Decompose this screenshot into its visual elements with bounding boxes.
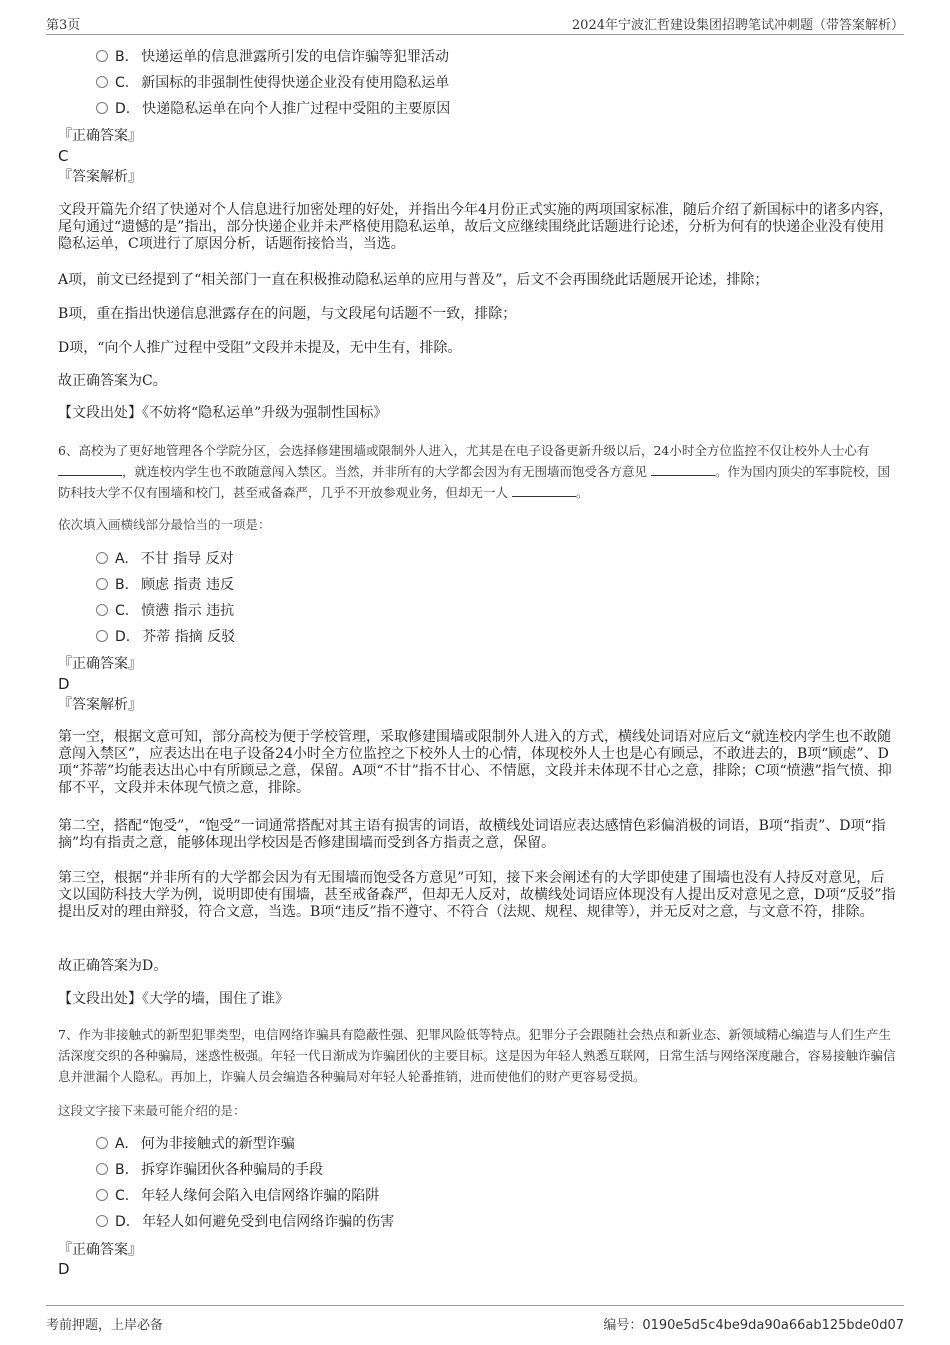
radio-icon[interactable]: [96, 604, 108, 616]
radio-icon[interactable]: [96, 50, 108, 62]
q5-answer-label: 『正确答案』: [58, 128, 142, 144]
q5-analysis-p4: D项，“向个人推广过程中受阻”文段并未提及，无中生有，排除。: [58, 340, 462, 356]
q7-option-b[interactable]: B. 拆穿诈骗团伙各种骗局的手段: [96, 1159, 323, 1181]
page-header: [46, 12, 904, 35]
option-text: 年轻人缘何会陷入电信网络诈骗的陷阱: [141, 1188, 380, 1204]
option-text: 芥蒂 指摘 反驳: [142, 629, 236, 645]
q6-analysis-conclusion: 故正确答案为D。: [58, 958, 168, 974]
page-footer: [46, 1305, 904, 1333]
radio-icon[interactable]: [96, 76, 108, 88]
option-text: 顾虑 指责 违反: [141, 577, 234, 593]
q7-stem: 7、作为非接触式的新型犯罪类型，电信网络诈骗具有隐蔽性强、犯罪风险低等特点。犯罪分子会跟随社会热点和新业态、新领域精心编造与人们生产生活深度交织的各种骗局，迷惑性极强。年轻一代日渐成为诈骗团伙的主要目标。这是因为年轻人熟悉互联网，日常生活与网络深度融合，容易接触诈骗信息并泄漏个人隐私。再加上，诈骗人员会编造各种骗局对年轻人轮番推销，进而使他们的财产更容易受损。: [58, 1027, 896, 1084]
fill-blank-2: [651, 462, 715, 476]
q5-option-c[interactable]: C. 新国标的非强制性使得快递企业没有使用隐私运单: [96, 72, 449, 94]
q7-option-d[interactable]: D. 年轻人如何避免受到电信网络诈骗的伤害: [96, 1211, 394, 1233]
option-text: 愤懑 指示 违抗: [141, 603, 235, 619]
radio-icon[interactable]: [96, 630, 108, 642]
q6-answer-label: 『正确答案』: [58, 656, 142, 672]
option-text: 新国标的非强制性使得快递企业没有使用隐私运单: [141, 75, 450, 91]
footer-slogan: 考前押题，上岸必备: [46, 1318, 164, 1333]
q5-analysis-p3: B项，重在指出快递信息泄露存在的问题，与文段尾句话题不一致，排除；: [58, 306, 517, 322]
q7-answer-label: 『正确答案』: [58, 1242, 142, 1258]
q5-option-d[interactable]: D. 快递隐私运单在向个人推广过程中受阻的主要原因: [96, 98, 450, 120]
q6-option-b[interactable]: B. 顾虑 指责 违反: [96, 574, 234, 596]
radio-icon[interactable]: [96, 102, 108, 114]
q7-answer: D: [58, 1260, 70, 1278]
q6-answer: D: [58, 675, 70, 693]
option-text: 快递运单的信息泄露所引发的电信诈骗等犯罪活动: [141, 49, 450, 65]
q6-prompt: 依次填入画横线部分最恰当的一项是：: [58, 517, 271, 532]
radio-icon[interactable]: [96, 1137, 108, 1149]
option-text: 不甘 指导 反对: [140, 551, 234, 567]
q7-prompt: 这段文字接下来最可能介绍的是：: [58, 1103, 246, 1118]
q7-option-a[interactable]: A. 何为非接触式的新型诈骗: [96, 1133, 295, 1155]
q6-analysis-p2: 第二空，搭配“饱受”，“饱受”一词通常搭配对其主语有损害的词语，故横线处词语应表达感情色彩偏消极的词语，B项“指责”、D项“指摘”均有指责之意，能够体现出学校因是否修建围墙而受到各方指责之意，保留。: [58, 818, 886, 851]
radio-icon[interactable]: [96, 1163, 108, 1175]
q6-source: 【文段出处】《大学的墙，围住了谁》: [58, 991, 289, 1007]
q7-option-c[interactable]: C. 年轻人缘何会陷入电信网络诈骗的陷阱: [96, 1185, 379, 1207]
option-text: 快递隐私运单在向个人推广过程中受阻的主要原因: [142, 101, 451, 117]
q5-source: 【文段出处】《不妨将“隐私运单”升级为强制性国标》: [58, 405, 388, 421]
q6-option-d[interactable]: D. 芥蒂 指摘 反驳: [96, 626, 235, 648]
radio-icon[interactable]: [96, 1189, 108, 1201]
q5-analysis-p2: A项，前文已经提到了“相关部门一直在积极推动隐私运单的应用与普及”，后文不会再围绕此话题展开论述，排除；: [58, 272, 769, 288]
q6-analysis-p3: 第三空，根据“并非所有的大学都会因为有无围墙而饱受各方意见”可知，接下来会阐述有的大学即使建了围墙也没有人持反对意见，后文以国防科技大学为例，说明即使有围墙，甚至戒备森严，但却无人反对，故横线处词语应体现没有人提出反对意见之意，D项“反驳”指提出反对的理由辩驳，符合文意，当选。B项“违反”指不遵守、不符合（法规、规程、规律等），并无反对之意，与文意不符，排除。: [58, 870, 896, 920]
radio-icon[interactable]: [96, 552, 108, 564]
q6-option-a[interactable]: A. 不甘 指导 反对: [96, 548, 234, 570]
option-text: 拆穿诈骗团伙各种骗局的手段: [141, 1162, 324, 1178]
q6-stem: 6、高校为了更好地管理各个学院分区，会选择修建围墙或限制外人进入，尤其是在电子设备更新升级以后，24小时全方位监控不仅让校外人士心有 ，就连校内学生也不敢随意闯入禁区。当然，并非所有的大学都会因为有无围墙而饱受各方意见 。作为国内顶尖的军事院校，国防科技大学不仅有围墙和校门，甚至戒备森严，几乎不开放参观业务，但却无一人 。: [58, 443, 891, 500]
q6-analysis-label: 『答案解析』: [58, 697, 142, 713]
radio-icon[interactable]: [96, 1215, 108, 1227]
q5-analysis-conclusion: 故正确答案为C。: [58, 373, 167, 389]
q5-analysis-p1: 文段开篇先介绍了快递对个人信息进行加密处理的好处，并指出今年4月份正式实施的两项国家标准，随后介绍了新国标中的诸多内容，尾句通过“遗憾的是”指出，部分快递企业并未严格使用隐私运单，故后文应继续围绕此话题进行论述，分析为何有的快递企业没有使用隐私运单，C项进行了原因分析，话题衔接恰当，当选。: [58, 202, 893, 252]
document-title: 2024年宁波汇哲建设集团招聘笔试冲刺题（带答案解析）: [571, 18, 904, 33]
document-code: 编号：0190e5d5c4be9da90a66ab125bde0d07: [603, 1318, 904, 1333]
q5-answer: C: [58, 147, 69, 165]
page-number: 第3页: [46, 18, 81, 33]
radio-icon[interactable]: [96, 578, 108, 590]
option-text: 何为非接触式的新型诈骗: [140, 1136, 295, 1152]
fill-blank-3: [512, 483, 576, 497]
option-text: 年轻人如何避免受到电信网络诈骗的伤害: [142, 1214, 395, 1230]
q6-analysis-p1: 第一空，根据文意可知，部分高校为便于学校管理，采取修建围墙或限制外人进入的方式，横线处词语对应后文“就连校内学生也不敢随意闯入禁区”，应表达出在电子设备24小时全方位监控之下校外人士的心情，体现校外人士也是心有顾忌，不敢进去的，B项“顾虑”、D项“芥蒂”均能表达出心中有所顾忌之意，保留。A项“不甘”指不甘心、不情愿，文段并未体现不甘心之意，排除；C项“愤懑”指气愤、抑郁不平，文段并未体现气愤之意，排除。: [58, 729, 892, 796]
q5-analysis-label: 『答案解析』: [58, 169, 142, 185]
fill-blank-1: [58, 462, 122, 476]
q6-option-c[interactable]: C. 愤懑 指示 违抗: [96, 600, 234, 622]
q5-option-b[interactable]: B. 快递运单的信息泄露所引发的电信诈骗等犯罪活动: [96, 46, 449, 68]
